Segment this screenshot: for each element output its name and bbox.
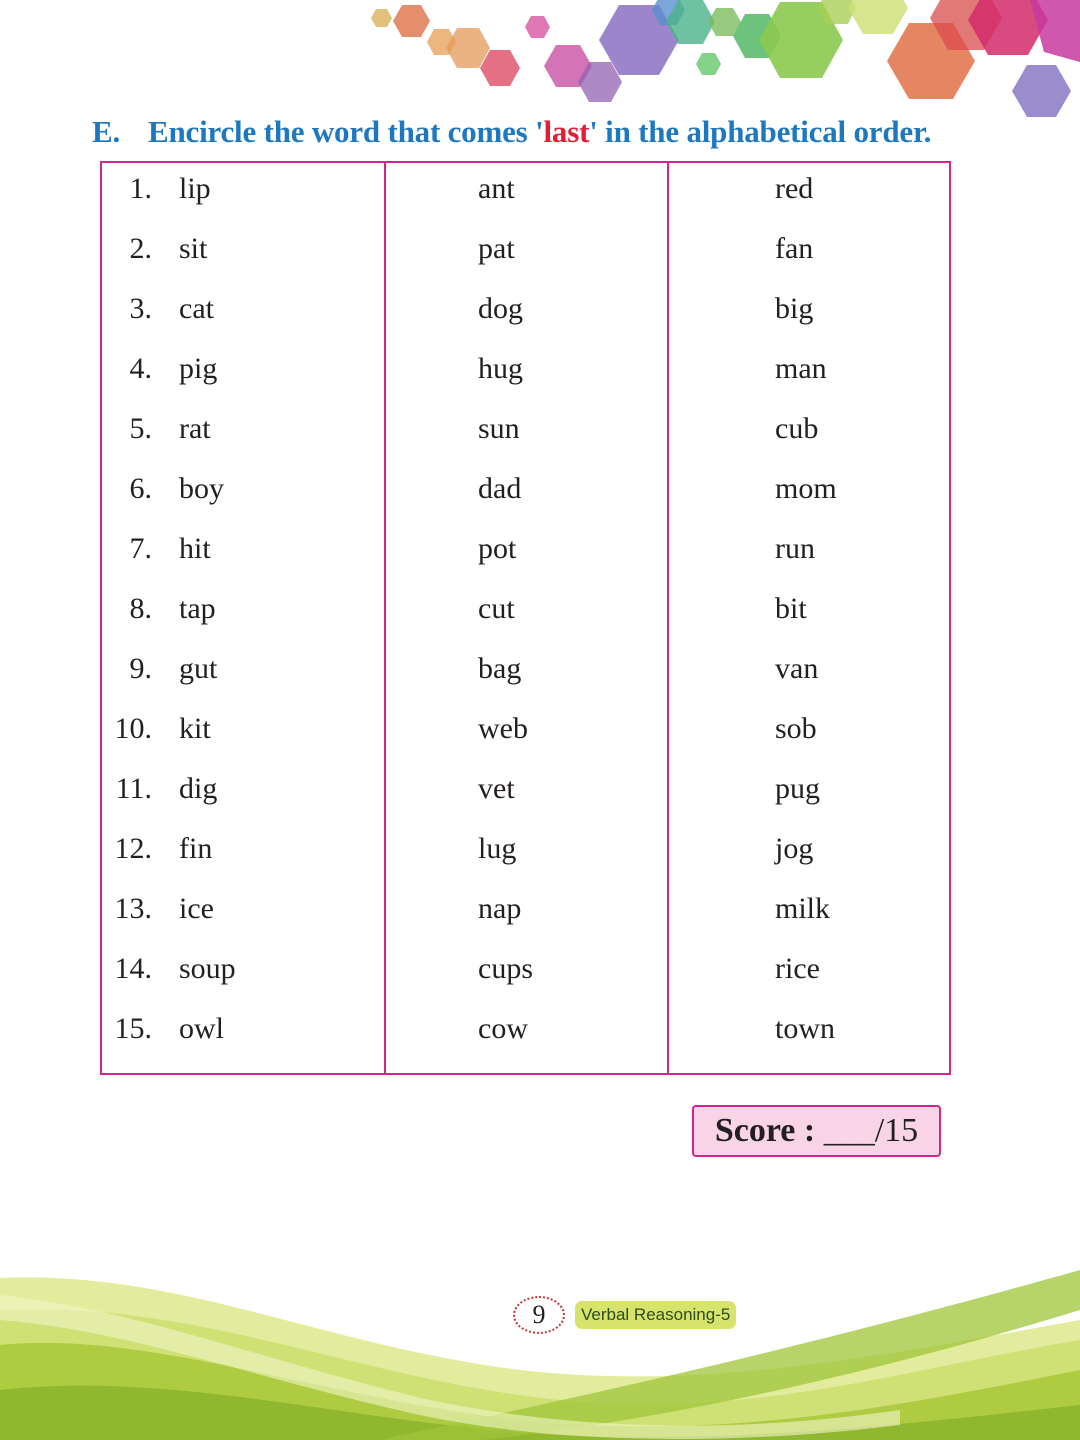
book-title-badge: Verbal Reasoning-5 — [575, 1301, 736, 1329]
exercise-letter: E. — [92, 114, 121, 149]
row-number: 10. — [114, 712, 152, 745]
word-option[interactable]: pig — [179, 352, 218, 385]
word-option[interactable]: jog — [775, 832, 814, 865]
word-option[interactable]: soup — [179, 952, 236, 985]
word-row — [102, 169, 949, 209]
word-option[interactable]: hug — [478, 352, 523, 385]
word-option[interactable]: mom — [775, 472, 837, 505]
word-option[interactable]: milk — [775, 892, 831, 925]
word-option[interactable]: sun — [478, 412, 520, 445]
word-option[interactable]: big — [775, 292, 814, 325]
word-option[interactable]: cut — [478, 592, 515, 625]
word-row — [102, 589, 949, 629]
row-number: 7. — [129, 532, 152, 565]
word-option[interactable]: sob — [775, 712, 817, 745]
word-option[interactable]: van — [775, 652, 819, 685]
heading-text-before: Encircle the word that comes ' — [148, 114, 544, 149]
word-option[interactable]: rat — [179, 412, 211, 445]
row-number: 13. — [114, 892, 152, 925]
word-row — [102, 829, 949, 869]
heading-text-after: ' in the alphabetical order. — [589, 114, 932, 149]
word-option[interactable]: pot — [478, 532, 517, 565]
word-option[interactable]: cow — [478, 1012, 528, 1045]
row-number: 2. — [129, 232, 152, 265]
word-option[interactable]: bag — [478, 652, 522, 685]
score-value[interactable]: ___/15 — [815, 1112, 919, 1149]
word-option[interactable]: rice — [775, 952, 820, 985]
word-option[interactable]: tap — [179, 592, 216, 625]
word-option[interactable]: fan — [775, 232, 814, 265]
word-row — [102, 949, 949, 989]
row-number: 9. — [129, 652, 152, 685]
word-option[interactable]: cat — [179, 292, 214, 325]
word-table — [100, 161, 951, 1075]
word-row — [102, 529, 949, 569]
word-option[interactable]: ice — [179, 892, 214, 925]
word-option[interactable]: bit — [775, 592, 807, 625]
word-row — [102, 349, 949, 389]
word-option[interactable]: pat — [478, 232, 515, 265]
word-option[interactable]: cups — [478, 952, 533, 985]
row-number: 3. — [129, 292, 152, 325]
page-number: 9 — [513, 1296, 565, 1334]
word-option[interactable]: boy — [179, 472, 224, 505]
row-number: 8. — [129, 592, 152, 625]
score-box — [692, 1105, 941, 1157]
row-number: 15. — [114, 1012, 152, 1045]
word-option[interactable]: pug — [775, 772, 820, 805]
hexagon-decoration — [0, 0, 1080, 125]
row-number: 1. — [129, 172, 152, 205]
word-option[interactable]: kit — [179, 712, 211, 745]
row-number: 12. — [114, 832, 152, 865]
word-row — [102, 409, 949, 449]
word-row — [102, 889, 949, 929]
word-option[interactable]: red — [775, 172, 814, 205]
row-number: 5. — [129, 412, 152, 445]
word-option[interactable]: dog — [478, 292, 523, 325]
row-number: 4. — [129, 352, 152, 385]
word-option[interactable]: hit — [179, 532, 211, 565]
score-label: Score : — [714, 1112, 816, 1149]
word-option[interactable]: run — [775, 532, 815, 565]
row-number: 6. — [129, 472, 152, 505]
heading-keyword: last — [543, 114, 590, 149]
word-option[interactable]: dad — [478, 472, 522, 505]
row-number: 11. — [115, 772, 152, 805]
word-option[interactable]: lip — [179, 172, 211, 205]
word-option[interactable]: ant — [478, 172, 515, 205]
word-option[interactable]: vet — [478, 772, 515, 805]
word-option[interactable]: nap — [478, 892, 522, 925]
word-option[interactable]: cub — [775, 412, 819, 445]
word-option[interactable]: dig — [179, 772, 218, 805]
word-row — [102, 1009, 949, 1049]
word-option[interactable]: man — [775, 352, 827, 385]
word-row — [102, 649, 949, 689]
word-option[interactable]: town — [775, 1012, 835, 1045]
word-row — [102, 229, 949, 269]
word-option[interactable]: fin — [179, 832, 213, 865]
word-option[interactable]: gut — [179, 652, 218, 685]
word-option[interactable]: lug — [478, 832, 517, 865]
row-number: 14. — [114, 952, 152, 985]
word-row — [102, 769, 949, 809]
word-row — [102, 709, 949, 749]
wave-decoration — [0, 1250, 1080, 1440]
word-option[interactable]: owl — [179, 1012, 224, 1045]
word-option[interactable]: web — [478, 712, 528, 745]
word-row — [102, 289, 949, 329]
exercise-heading — [92, 114, 931, 150]
word-row — [102, 469, 949, 509]
word-option[interactable]: sit — [179, 232, 208, 265]
